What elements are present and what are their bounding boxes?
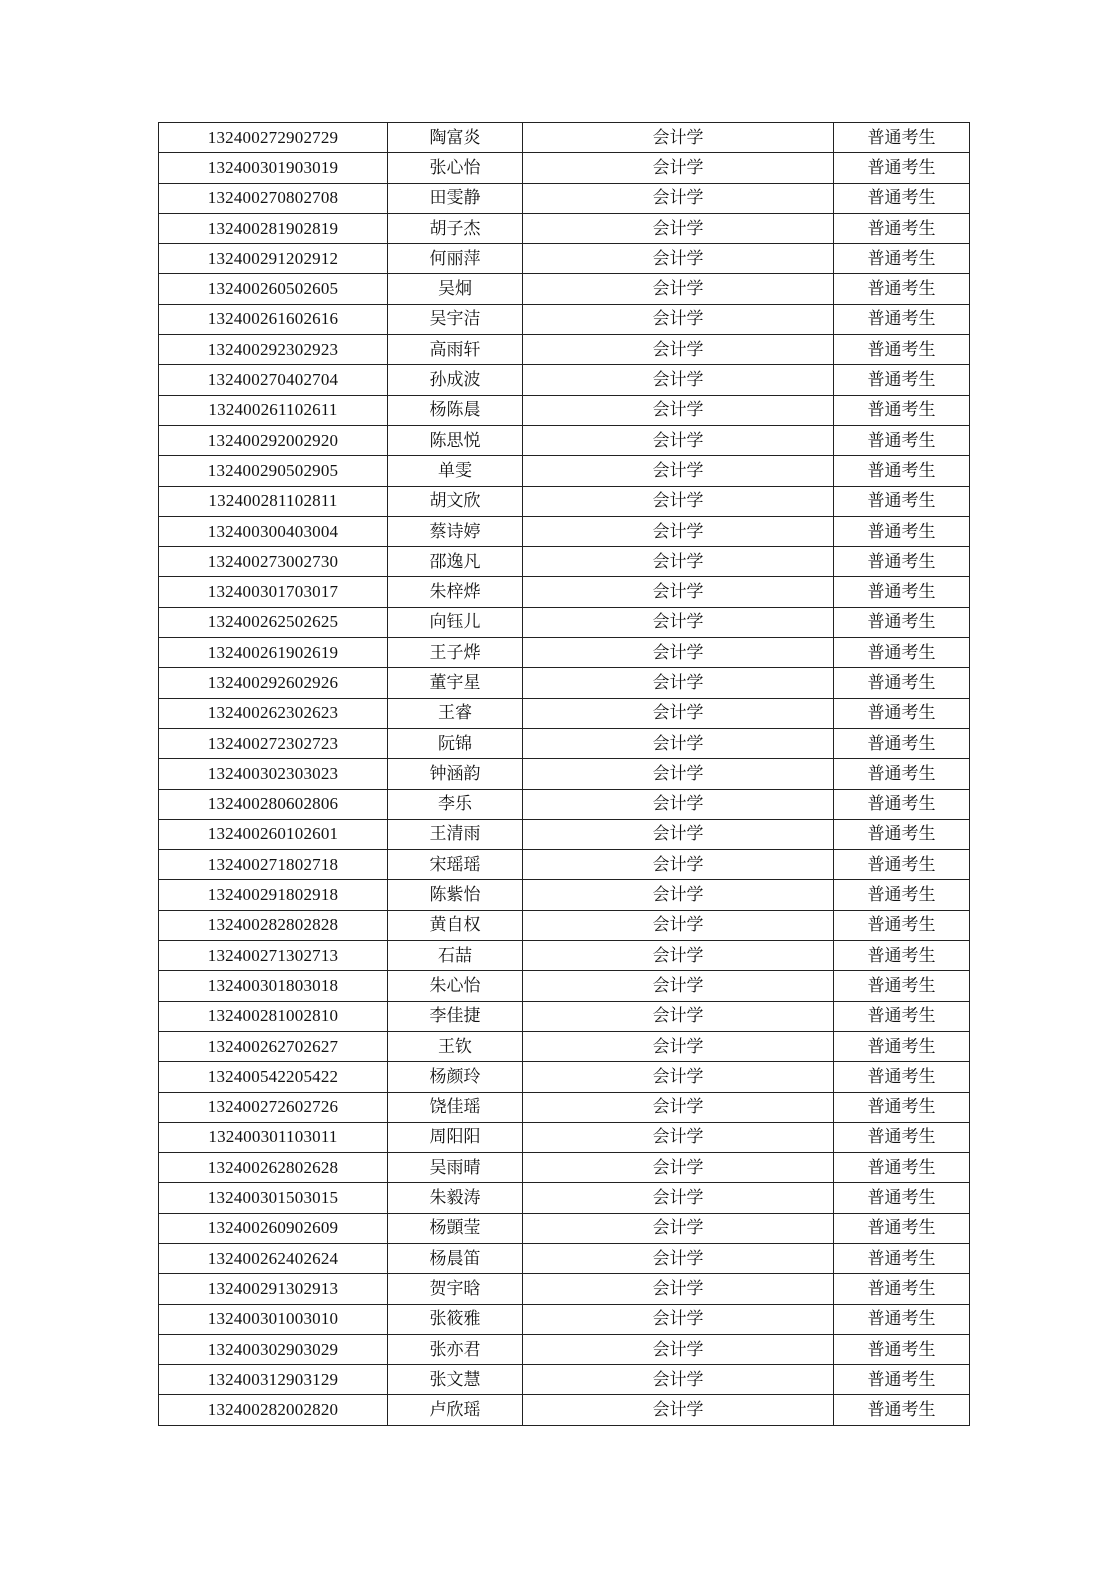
exam-number-cell: 132400281102811: [159, 486, 388, 516]
candidate-name-cell: 孙成波: [388, 365, 523, 395]
major-cell: 会计学: [523, 819, 834, 849]
exam-number-cell: 132400291202912: [159, 244, 388, 274]
exam-number-cell: 132400280602806: [159, 789, 388, 819]
candidate-type-cell: 普通考生: [834, 1062, 970, 1092]
table-row: [159, 365, 970, 395]
candidate-type-cell: 普通考生: [834, 547, 970, 577]
candidate-name-cell: 何丽萍: [388, 244, 523, 274]
table-row: [159, 1274, 970, 1304]
candidate-type-cell: 普通考生: [834, 425, 970, 455]
exam-number-cell: 132400262302623: [159, 698, 388, 728]
exam-number-cell: 132400281002810: [159, 1001, 388, 1031]
exam-number-cell: 132400261602616: [159, 304, 388, 334]
candidate-name-cell: 董宇星: [388, 668, 523, 698]
major-cell: 会计学: [523, 365, 834, 395]
candidate-type-cell: 普通考生: [834, 1031, 970, 1061]
table-row: [159, 516, 970, 546]
candidate-type-cell: 普通考生: [834, 1001, 970, 1031]
candidate-type-cell: 普通考生: [834, 1243, 970, 1273]
table-row: [159, 819, 970, 849]
major-cell: 会计学: [523, 425, 834, 455]
table-row: [159, 910, 970, 940]
candidate-name-cell: 卢欣瑶: [388, 1395, 523, 1425]
candidate-name-cell: 高雨轩: [388, 335, 523, 365]
exam-number-cell: 132400302303023: [159, 759, 388, 789]
major-cell: 会计学: [523, 244, 834, 274]
candidate-type-cell: 普通考生: [834, 1213, 970, 1243]
table-row: [159, 1183, 970, 1213]
major-cell: 会计学: [523, 1365, 834, 1395]
candidate-name-cell: 向钰儿: [388, 607, 523, 637]
table-row: [159, 728, 970, 758]
major-cell: 会计学: [523, 910, 834, 940]
exam-number-cell: 132400270802708: [159, 183, 388, 213]
exam-number-cell: 132400271802718: [159, 850, 388, 880]
exam-number-cell: 132400292602926: [159, 668, 388, 698]
table-row: [159, 1334, 970, 1364]
candidate-name-cell: 陶富炎: [388, 123, 523, 153]
candidate-type-cell: 普通考生: [834, 274, 970, 304]
table-row: [159, 638, 970, 668]
candidate-type-cell: 普通考生: [834, 516, 970, 546]
exam-number-cell: 132400291802918: [159, 880, 388, 910]
table-row: [159, 274, 970, 304]
candidate-type-cell: 普通考生: [834, 1183, 970, 1213]
candidate-name-cell: 张心怡: [388, 153, 523, 183]
major-cell: 会计学: [523, 698, 834, 728]
major-cell: 会计学: [523, 335, 834, 365]
major-cell: 会计学: [523, 516, 834, 546]
candidate-name-cell: 邵逸凡: [388, 547, 523, 577]
major-cell: 会计学: [523, 607, 834, 637]
table-row: [159, 971, 970, 1001]
candidate-name-cell: 吴宇洁: [388, 304, 523, 334]
exam-number-cell: 132400292002920: [159, 425, 388, 455]
candidate-type-cell: 普通考生: [834, 304, 970, 334]
candidate-type-cell: 普通考生: [834, 971, 970, 1001]
exam-number-cell: 132400301503015: [159, 1183, 388, 1213]
candidate-name-cell: 胡文欣: [388, 486, 523, 516]
candidate-type-cell: 普通考生: [834, 1395, 970, 1425]
candidate-type-cell: 普通考生: [834, 1274, 970, 1304]
candidate-name-cell: 单雯: [388, 456, 523, 486]
major-cell: 会计学: [523, 1334, 834, 1364]
exam-number-cell: 132400261902619: [159, 638, 388, 668]
candidate-name-cell: 饶佳瑶: [388, 1092, 523, 1122]
candidate-type-cell: 普通考生: [834, 213, 970, 243]
candidate-name-cell: 黄自权: [388, 910, 523, 940]
exam-number-cell: 132400282002820: [159, 1395, 388, 1425]
candidate-type-cell: 普通考生: [834, 941, 970, 971]
major-cell: 会计学: [523, 395, 834, 425]
table-row: [159, 1365, 970, 1395]
exam-number-cell: 132400301703017: [159, 577, 388, 607]
candidate-name-cell: 陈紫怡: [388, 880, 523, 910]
exam-number-cell: 132400262802628: [159, 1153, 388, 1183]
exam-number-cell: 132400301803018: [159, 971, 388, 1001]
table-row: [159, 668, 970, 698]
candidate-name-cell: 王睿: [388, 698, 523, 728]
candidate-name-cell: 杨顗莹: [388, 1213, 523, 1243]
candidate-name-cell: 蔡诗婷: [388, 516, 523, 546]
candidate-type-cell: 普通考生: [834, 123, 970, 153]
candidate-roster-table: [158, 122, 970, 1426]
candidate-name-cell: 杨颜玲: [388, 1062, 523, 1092]
major-cell: 会计学: [523, 1243, 834, 1273]
major-cell: 会计学: [523, 153, 834, 183]
exam-number-cell: 132400301103011: [159, 1122, 388, 1152]
major-cell: 会计学: [523, 274, 834, 304]
candidate-type-cell: 普通考生: [834, 456, 970, 486]
table-row: [159, 486, 970, 516]
candidate-name-cell: 田雯静: [388, 183, 523, 213]
candidate-name-cell: 张筱雅: [388, 1304, 523, 1334]
table-row: [159, 456, 970, 486]
candidate-type-cell: 普通考生: [834, 607, 970, 637]
candidate-type-cell: 普通考生: [834, 728, 970, 758]
table-row: [159, 1092, 970, 1122]
major-cell: 会计学: [523, 213, 834, 243]
table-row: [159, 1304, 970, 1334]
table-row: [159, 1001, 970, 1031]
major-cell: 会计学: [523, 971, 834, 1001]
candidate-type-cell: 普通考生: [834, 395, 970, 425]
candidate-name-cell: 李乐: [388, 789, 523, 819]
candidate-name-cell: 石喆: [388, 941, 523, 971]
candidate-type-cell: 普通考生: [834, 910, 970, 940]
exam-number-cell: 132400300403004: [159, 516, 388, 546]
major-cell: 会计学: [523, 486, 834, 516]
exam-number-cell: 132400290502905: [159, 456, 388, 486]
major-cell: 会计学: [523, 668, 834, 698]
major-cell: 会计学: [523, 123, 834, 153]
table-row: [159, 1213, 970, 1243]
table-row: [159, 789, 970, 819]
candidate-name-cell: 吴炯: [388, 274, 523, 304]
major-cell: 会计学: [523, 1395, 834, 1425]
candidate-name-cell: 朱毅涛: [388, 1183, 523, 1213]
candidate-type-cell: 普通考生: [834, 759, 970, 789]
candidate-name-cell: 杨陈晨: [388, 395, 523, 425]
major-cell: 会计学: [523, 547, 834, 577]
table-row: [159, 577, 970, 607]
table-row: [159, 607, 970, 637]
table-row: [159, 304, 970, 334]
exam-number-cell: 132400270402704: [159, 365, 388, 395]
candidate-name-cell: 杨晨笛: [388, 1243, 523, 1273]
major-cell: 会计学: [523, 183, 834, 213]
table-row: [159, 335, 970, 365]
candidate-type-cell: 普通考生: [834, 486, 970, 516]
exam-number-cell: 132400542205422: [159, 1062, 388, 1092]
major-cell: 会计学: [523, 1304, 834, 1334]
exam-number-cell: 132400281902819: [159, 213, 388, 243]
major-cell: 会计学: [523, 941, 834, 971]
major-cell: 会计学: [523, 1001, 834, 1031]
candidate-name-cell: 钟涵韵: [388, 759, 523, 789]
candidate-type-cell: 普通考生: [834, 668, 970, 698]
candidate-type-cell: 普通考生: [834, 335, 970, 365]
major-cell: 会计学: [523, 1062, 834, 1092]
candidate-name-cell: 朱梓烨: [388, 577, 523, 607]
table-row: [159, 183, 970, 213]
candidate-name-cell: 陈思悦: [388, 425, 523, 455]
major-cell: 会计学: [523, 1274, 834, 1304]
exam-number-cell: 132400272302723: [159, 728, 388, 758]
major-cell: 会计学: [523, 456, 834, 486]
major-cell: 会计学: [523, 1183, 834, 1213]
exam-number-cell: 132400273002730: [159, 547, 388, 577]
candidate-name-cell: 张亦君: [388, 1334, 523, 1364]
candidate-type-cell: 普通考生: [834, 880, 970, 910]
exam-number-cell: 132400261102611: [159, 395, 388, 425]
candidate-type-cell: 普通考生: [834, 1334, 970, 1364]
table-row: [159, 213, 970, 243]
table-row: [159, 941, 970, 971]
candidate-type-cell: 普通考生: [834, 153, 970, 183]
table-row: [159, 547, 970, 577]
table-row: [159, 698, 970, 728]
major-cell: 会计学: [523, 880, 834, 910]
candidate-name-cell: 李佳捷: [388, 1001, 523, 1031]
table-row: [159, 880, 970, 910]
table-row: [159, 1153, 970, 1183]
candidate-name-cell: 胡子杰: [388, 213, 523, 243]
candidate-name-cell: 周阳阳: [388, 1122, 523, 1152]
candidate-type-cell: 普通考生: [834, 789, 970, 819]
table-row: [159, 153, 970, 183]
exam-number-cell: 132400301003010: [159, 1304, 388, 1334]
candidate-name-cell: 张文慧: [388, 1365, 523, 1395]
candidate-type-cell: 普通考生: [834, 577, 970, 607]
candidate-name-cell: 宋瑶瑶: [388, 850, 523, 880]
candidate-type-cell: 普通考生: [834, 850, 970, 880]
major-cell: 会计学: [523, 1153, 834, 1183]
table-row: [159, 1062, 970, 1092]
table-row: [159, 850, 970, 880]
major-cell: 会计学: [523, 759, 834, 789]
major-cell: 会计学: [523, 1213, 834, 1243]
candidate-type-cell: 普通考生: [834, 244, 970, 274]
exam-number-cell: 132400262402624: [159, 1243, 388, 1273]
candidate-type-cell: 普通考生: [834, 1304, 970, 1334]
exam-number-cell: 132400312903129: [159, 1365, 388, 1395]
candidate-type-cell: 普通考生: [834, 1153, 970, 1183]
candidate-name-cell: 王钦: [388, 1031, 523, 1061]
candidate-name-cell: 贺宇晗: [388, 1274, 523, 1304]
candidate-type-cell: 普通考生: [834, 1365, 970, 1395]
exam-number-cell: 132400282802828: [159, 910, 388, 940]
table-row: [159, 759, 970, 789]
major-cell: 会计学: [523, 1122, 834, 1152]
exam-number-cell: 132400260102601: [159, 819, 388, 849]
major-cell: 会计学: [523, 789, 834, 819]
candidate-name-cell: 朱心怡: [388, 971, 523, 1001]
table-row: [159, 123, 970, 153]
candidate-type-cell: 普通考生: [834, 1122, 970, 1152]
major-cell: 会计学: [523, 304, 834, 334]
exam-number-cell: 132400292302923: [159, 335, 388, 365]
table-row: [159, 1122, 970, 1152]
candidate-name-cell: 吴雨晴: [388, 1153, 523, 1183]
exam-number-cell: 132400260502605: [159, 274, 388, 304]
table-row: [159, 244, 970, 274]
candidate-name-cell: 王清雨: [388, 819, 523, 849]
roster-body: [159, 123, 970, 1426]
table-row: [159, 395, 970, 425]
major-cell: 会计学: [523, 1092, 834, 1122]
candidate-type-cell: 普通考生: [834, 698, 970, 728]
major-cell: 会计学: [523, 728, 834, 758]
major-cell: 会计学: [523, 850, 834, 880]
candidate-type-cell: 普通考生: [834, 638, 970, 668]
major-cell: 会计学: [523, 638, 834, 668]
candidate-name-cell: 王子烨: [388, 638, 523, 668]
exam-number-cell: 132400271302713: [159, 941, 388, 971]
candidate-type-cell: 普通考生: [834, 1092, 970, 1122]
exam-number-cell: 132400301903019: [159, 153, 388, 183]
table-row: [159, 1395, 970, 1425]
candidate-name-cell: 阮锦: [388, 728, 523, 758]
table-row: [159, 1243, 970, 1273]
exam-number-cell: 132400262502625: [159, 607, 388, 637]
candidate-type-cell: 普通考生: [834, 365, 970, 395]
candidate-type-cell: 普通考生: [834, 819, 970, 849]
exam-number-cell: 132400291302913: [159, 1274, 388, 1304]
exam-number-cell: 132400272602726: [159, 1092, 388, 1122]
table-row: [159, 425, 970, 455]
exam-number-cell: 132400302903029: [159, 1334, 388, 1364]
major-cell: 会计学: [523, 577, 834, 607]
exam-number-cell: 132400260902609: [159, 1213, 388, 1243]
major-cell: 会计学: [523, 1031, 834, 1061]
candidate-type-cell: 普通考生: [834, 183, 970, 213]
exam-number-cell: 132400272902729: [159, 123, 388, 153]
table-row: [159, 1031, 970, 1061]
exam-number-cell: 132400262702627: [159, 1031, 388, 1061]
